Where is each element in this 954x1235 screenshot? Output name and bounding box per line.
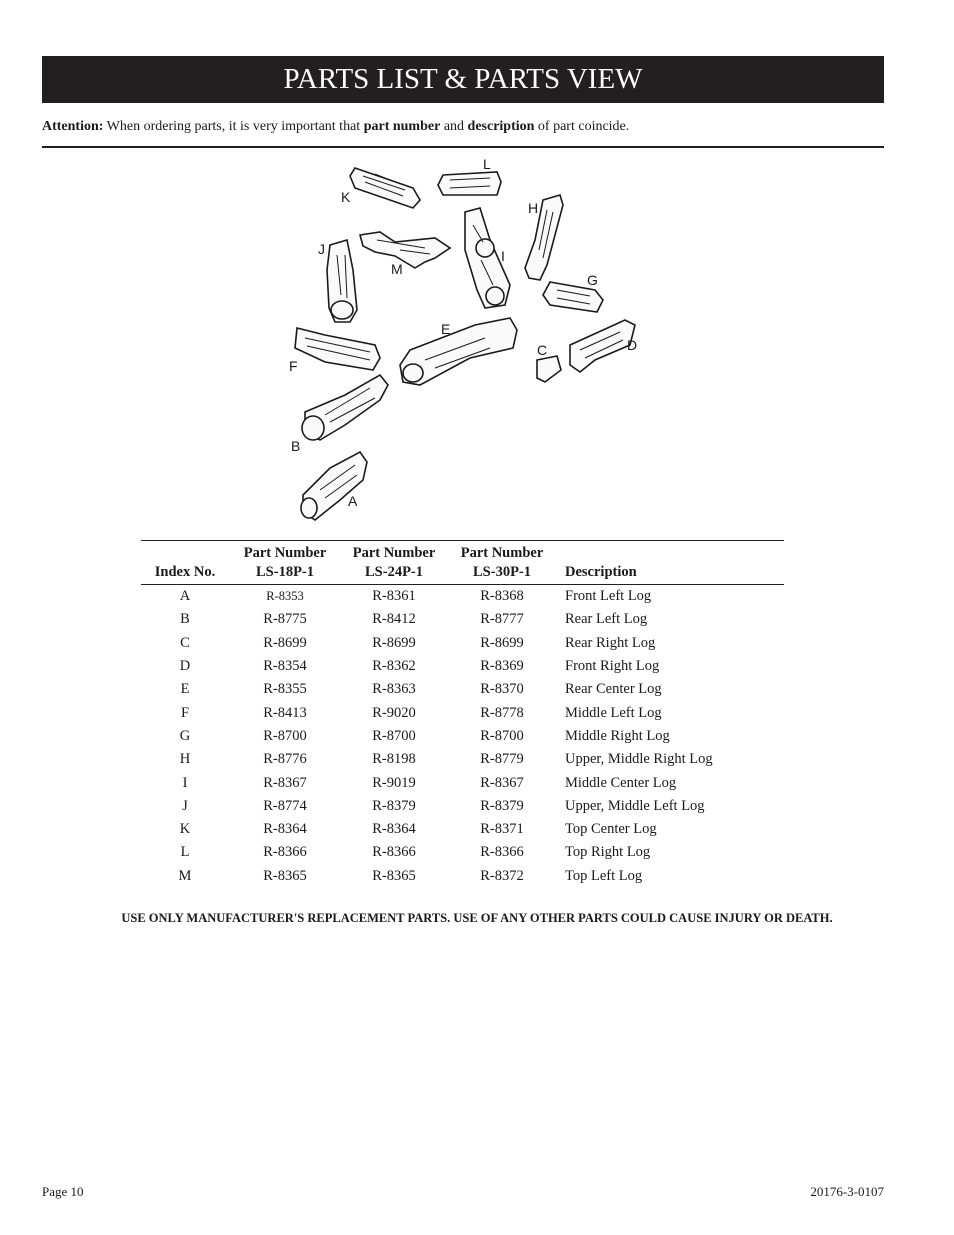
cell-index: H	[179, 751, 191, 768]
label-j: J	[318, 241, 325, 257]
cell-ls18: R-8774	[263, 797, 307, 814]
cell-description: Rear Center Log	[565, 681, 662, 698]
cell-description: Middle Right Log	[565, 727, 670, 744]
label-l: L	[483, 156, 491, 172]
log-c	[537, 356, 561, 382]
log-j	[327, 240, 357, 322]
attention-bold-1: part number	[363, 119, 441, 134]
cell-ls24: R-8363	[372, 681, 416, 698]
cell-index: A	[179, 588, 191, 605]
cell-description: Rear Left Log	[565, 611, 648, 628]
table-row	[141, 678, 784, 701]
cell-ls24: R-8364	[372, 821, 416, 838]
table-header-row	[141, 541, 784, 585]
attention-label: Attention:	[42, 119, 104, 134]
cell-ls18: R-8355	[263, 681, 307, 698]
cell-ls24: R-9019	[372, 774, 416, 791]
table-row	[141, 818, 784, 841]
attention-text-2: and	[440, 119, 468, 134]
attention-bold-2: description	[467, 119, 535, 134]
cell-ls30: R-8379	[480, 797, 524, 814]
label-i: I	[501, 248, 505, 264]
table-row	[141, 655, 784, 678]
parts-view-diagram	[285, 150, 655, 530]
log-l	[438, 172, 501, 195]
cell-ls24: R-8198	[372, 751, 416, 768]
header-ls24: Part Number LS-24P-1	[352, 545, 436, 580]
table-row	[141, 865, 784, 888]
cell-ls30: R-8372	[480, 867, 524, 884]
table-row	[141, 841, 784, 864]
cell-ls30: R-8370	[480, 681, 524, 698]
document-number: 20176-3-0107	[810, 1184, 884, 1199]
log-k	[350, 168, 420, 208]
warning-text: USE ONLY MANUFACTURER'S REPLACEMENT PARTS. USE OF ANY OTHER PARTS COULD CAUSE INJURY OR DEATH.	[121, 911, 833, 925]
cell-ls30: R-8366	[480, 844, 524, 861]
table-row	[141, 748, 784, 771]
table-row	[141, 795, 784, 818]
cell-description: Middle Center Log	[565, 774, 677, 791]
cell-description: Top Center Log	[565, 821, 657, 838]
cell-index: I	[182, 774, 188, 791]
cell-ls18: R-8413	[263, 704, 307, 721]
parts-table	[141, 540, 784, 888]
attention-note	[42, 119, 629, 135]
table-row	[141, 608, 784, 631]
label-h: H	[528, 200, 539, 216]
cell-ls30: R-8700	[480, 727, 524, 744]
log-e	[400, 318, 517, 385]
cell-ls30: R-8777	[480, 611, 524, 628]
cell-index: J	[182, 797, 188, 814]
table-row	[141, 632, 784, 655]
cell-index: B	[180, 611, 190, 628]
cell-description: Middle Left Log	[565, 704, 662, 721]
cell-description: Rear Right Log	[565, 634, 656, 651]
cell-ls30: R-8778	[480, 704, 524, 721]
cell-description: Upper, Middle Right Log	[565, 751, 713, 768]
attention-text-3: of part coincide.	[534, 119, 630, 134]
cell-ls18: R-8354	[263, 658, 307, 675]
table-row	[141, 701, 784, 724]
cell-ls30: R-8367	[480, 774, 524, 791]
page-title: PARTS LIST & PARTS VIEW	[42, 56, 884, 103]
cell-ls18: R-8699	[263, 634, 307, 651]
label-a: A	[348, 493, 358, 509]
cell-ls18: R-8775	[263, 611, 307, 628]
cell-ls30: R-8368	[480, 588, 524, 605]
cell-ls24: R-8412	[372, 611, 416, 628]
log-b	[302, 375, 388, 440]
table-row	[141, 771, 784, 794]
header-ls18: Part Number LS-18P-1	[243, 545, 327, 580]
cell-index: D	[179, 658, 191, 675]
table-row	[141, 725, 784, 748]
cell-ls24: R-8365	[372, 867, 416, 884]
label-m: M	[391, 261, 403, 277]
cell-ls18: R-8365	[263, 867, 307, 884]
cell-description: Top Right Log	[565, 844, 651, 861]
cell-ls18: R-8364	[263, 821, 307, 838]
cell-ls24: R-8362	[372, 658, 416, 675]
cell-ls18: R-8367	[263, 774, 307, 791]
header-description: Description	[565, 564, 637, 580]
label-b: B	[291, 438, 301, 454]
cell-ls30: R-8699	[480, 634, 524, 651]
cell-index: G	[179, 727, 191, 744]
cell-ls30: R-8369	[480, 658, 524, 675]
cell-description: Front Left Log	[565, 588, 652, 605]
cell-ls18: R-8776	[263, 751, 307, 768]
label-g: G	[587, 272, 598, 288]
cell-ls24: R-8699	[372, 634, 416, 651]
label-d: D	[627, 337, 638, 353]
cell-index: C	[180, 634, 190, 651]
cell-index: F	[180, 704, 190, 721]
header-index: Index No.	[154, 564, 216, 580]
cell-index: E	[180, 681, 190, 698]
cell-ls24: R-8361	[372, 588, 416, 605]
cell-index: L	[180, 844, 190, 861]
cell-ls18: R-8353	[266, 589, 304, 604]
divider	[42, 146, 884, 148]
label-e: E	[441, 321, 451, 337]
label-f: F	[289, 358, 298, 374]
attention-text-1: When ordering parts, it is very important that	[103, 119, 364, 134]
cell-ls24: R-8379	[372, 797, 416, 814]
cell-description: Top Left Log	[565, 867, 643, 884]
page-number: Page 10	[42, 1184, 84, 1199]
cell-description: Front Right Log	[565, 658, 660, 675]
log-f	[295, 328, 380, 370]
cell-ls18: R-8366	[263, 844, 307, 861]
label-c: C	[537, 342, 548, 358]
cell-ls30: R-8371	[480, 821, 524, 838]
cell-index: M	[178, 867, 192, 884]
cell-ls24: R-8700	[372, 727, 416, 744]
table-row	[141, 585, 784, 609]
label-k: K	[341, 189, 351, 205]
cell-ls30: R-8779	[480, 751, 524, 768]
log-d	[570, 320, 638, 372]
cell-ls24: R-8366	[372, 844, 416, 861]
log-a	[301, 452, 367, 520]
cell-index: K	[179, 821, 191, 838]
cell-ls24: R-9020	[372, 704, 416, 721]
cell-description: Upper, Middle Left Log	[565, 797, 705, 814]
cell-ls18: R-8700	[263, 727, 307, 744]
log-m	[360, 232, 450, 268]
header-ls30: Part Number LS-30P-1	[460, 545, 544, 580]
